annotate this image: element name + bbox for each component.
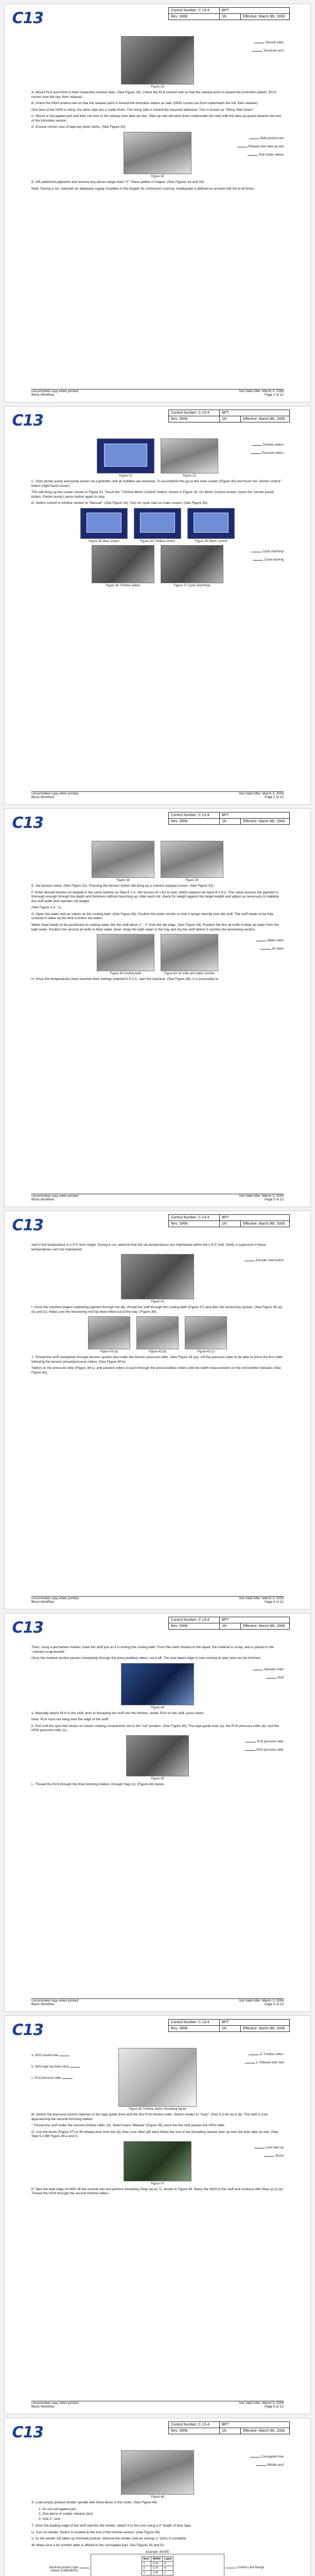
- uncontrolled-notice: Uncontrolled copy when printed: [31, 1597, 79, 1600]
- paragraph: D. Switch control to trimline section to "Manual". (See Figure 33). Turn on cycle start on main screen. (See Figure 33).: [31, 501, 208, 505]
- control-header-table: [168, 1214, 290, 1227]
- ordered-list: [39, 2507, 284, 2522]
- figure-caption: Figure 45: [151, 1777, 164, 1781]
- revision: Rev: SRW: [169, 416, 220, 422]
- figure: [136, 1316, 179, 1353]
- figure-photo: [187, 508, 235, 539]
- effective-date: Effective: March 9th, 2008: [241, 416, 290, 422]
- figure-row: [31, 438, 284, 478]
- control-number: Control Number: C-13-4: [169, 1215, 220, 1221]
- figure-callout: Liner take-up: [253, 2146, 284, 2149]
- figure-photo: [136, 1316, 179, 1349]
- uncontrolled-notice: Uncontrolled copy when printed: [31, 792, 79, 795]
- document-page: [4, 2418, 311, 2576]
- page-number: Page 6 of 12: [265, 2405, 284, 2409]
- page-footer: [31, 1596, 284, 1604]
- page-content: [31, 1643, 284, 1987]
- spec-table-cell: 0.50: [151, 2562, 162, 2566]
- control-value: BPT: [220, 2422, 290, 2428]
- figure-row: [31, 132, 284, 178]
- spec-table-cell: A: [163, 2562, 173, 2566]
- uncontrolled-notice: Uncontrolled copy when printed: [31, 2401, 79, 2405]
- revision: Rev: SRW: [169, 2428, 220, 2434]
- revision-value: 1N: [220, 1221, 241, 1227]
- revision: Rev: SRW: [169, 1221, 220, 1227]
- paragraph: start if the temperature is ± 5°C from target. During a run, observe that the set temperatures are maintained within the ± 5°C limit. Notify a supervisor if these temperatures can't be maintained.: [31, 1243, 266, 1251]
- page-number: Page 1 of 12: [265, 393, 284, 397]
- paragraph: (See Figure 3.A - 1).: [31, 906, 62, 910]
- figure-group: [31, 1254, 284, 1303]
- control-number: Control Number: C-13-4: [169, 8, 220, 14]
- figure-group: [31, 934, 284, 975]
- workflow-name: Block Workflow: [31, 393, 55, 397]
- control-number: Control Number: C-13-4: [169, 2422, 220, 2428]
- effective-date: Effective: March 9th, 2008: [241, 1623, 290, 1630]
- figure: [124, 2141, 191, 2185]
- company-logo: C13: [10, 1619, 45, 1637]
- control-value: BPT: [220, 410, 290, 416]
- paragraph: * Thread the stuff under the second trimline roller. (b). Switch back "Manual" (Figure 35) since the the stuff passes the HGN roller.: [31, 2124, 225, 2128]
- revision-value: 1N: [220, 819, 241, 825]
- paragraph: S. Load empty product winder spindle with three items in this order: (See Figure 48): [31, 2501, 157, 2504]
- figure-photo: [121, 1663, 194, 1705]
- figure: [92, 545, 154, 587]
- figure-callout: Tensioner post: [251, 49, 284, 53]
- paragraph: Once the marked section passes completely through the pressure/blue rollers, cut it off. The now taped edge is now running at spec and can be trimmed.: [31, 1656, 261, 1660]
- figure-caption: Figure 37 Cycle Start/Stop: [173, 584, 211, 587]
- revision-value: 1N: [220, 1623, 241, 1630]
- figure-group: [31, 1735, 284, 1781]
- company-logo: C13: [10, 2424, 45, 2442]
- paragraph: Note: PLN must not hang over the edge of the stuff.: [31, 1718, 109, 1722]
- figure: [161, 545, 223, 587]
- figure-caption: Figure 33 Main screen: [89, 539, 119, 543]
- document-page: [4, 808, 311, 1207]
- figure: [185, 1316, 227, 1353]
- figure-photo: [118, 2048, 197, 2107]
- figure: [134, 508, 181, 543]
- figure-callout: e. Release liner reel: [244, 2061, 284, 2064]
- figure-photo: [80, 508, 128, 539]
- figure: [121, 1663, 194, 1709]
- figure-photo: [88, 1316, 130, 1349]
- figure-callout: b. HGN tape lay down stick: [31, 2065, 81, 2069]
- figure: [126, 1735, 189, 1781]
- figure-callout: Extruder start button: [243, 1259, 284, 1262]
- spec-table-cell: 1: [142, 2562, 151, 2566]
- paragraph: A. Mount PLN and HGN in their respective unwind reels. (See Figure 29). Check the PLN unwind reel so that the release point is toward the trimmline station. (PLN comes over the top, then release).: [31, 91, 276, 99]
- figure-group: [31, 508, 284, 543]
- paragraph: a. Manually attach PLN to the stuff, prior to threading the stuff into the trimline, center PLN on the stuff, press down.: [31, 1711, 205, 1715]
- figure-row: [31, 545, 284, 587]
- figure-callout: Brush: [263, 2155, 284, 2158]
- revision-value: 1N: [220, 2026, 241, 2032]
- control-value: BPT: [220, 1617, 290, 1623]
- page-footer: [31, 389, 284, 397]
- list-item: 1. Air out corrugated part: [39, 2507, 76, 2511]
- spec-chart: [91, 2554, 224, 2576]
- figure-caption: Figure 48: [151, 2496, 164, 2499]
- effective-date: Effective: March 9th, 2008: [241, 1221, 290, 1227]
- page-content: [31, 34, 284, 377]
- page-content: [31, 2046, 284, 2389]
- revision-value: 1N: [220, 14, 241, 20]
- figure-row: [31, 2141, 284, 2185]
- figure-row: [31, 36, 284, 89]
- page-footer: [31, 1194, 284, 1201]
- company-logo: C13: [10, 2021, 45, 2039]
- figure-row: [31, 841, 284, 882]
- figure-caption: Figure 43 (b): [148, 1350, 167, 1354]
- spec-table-header: Item: [142, 2557, 151, 2562]
- control-header-table: [168, 2019, 290, 2032]
- figure-caption: Figure 47: [151, 2182, 164, 2185]
- paragraph: V. As the winder roll takes up trimmed product, observe the winder until an overlap 1" (mm) is complete.: [31, 2537, 187, 2541]
- paragraph: D. Ensure correct size of tape lay down sticks. (See Figure 30).: [31, 125, 127, 129]
- paragraph: T. Once the leading edge of the stuff reaches the winder, attach it to the core using a 3" length of blue tape.: [31, 2524, 192, 2528]
- paragraph: W. Make sure a lot number label is affixed to the corrugated part. See Figures 50 and 51.: [31, 2543, 165, 2547]
- control-header-table: [168, 812, 290, 825]
- validity-date: Not Valid After: March 3, 2008: [239, 1597, 284, 1600]
- effective-date: Effective: March 9th, 2008: [241, 14, 290, 20]
- figure: [80, 508, 128, 543]
- figure-caption: Figure 35 Motor control: [195, 539, 227, 543]
- figure-caption: Figure 38: [116, 879, 130, 882]
- figure-callout: Trimline station: [251, 444, 284, 447]
- paragraph: P. Take the lead edge of HGN off the unwind reel and perform threading (Step (a) as ?), shown in Figure 46. Marry the HGN to the stuff and continue with Step (c) to (e). Thread the HGN through the second trimline rollers.: [31, 2187, 284, 2196]
- figure: [88, 1316, 130, 1353]
- paragraph: M. Switch the pressure control switches to the tape guide drive and the first PLN trimline roller. Switch modes to "Auto". (See 5.3 4A (a) & (b). The stuff is now approaching the second trimming station.: [31, 2113, 268, 2121]
- figure-group: [31, 2141, 284, 2185]
- revision: Rev: SRW: [169, 1623, 220, 1630]
- validity-date: Not Valid After: March 3, 2008: [239, 792, 284, 795]
- paragraph: Water head needs to be positioned so cooling water hits the stuff about 1" - 2" from the die edge. (See Figure 34). Position the first air knife to blow up water from the bath water. Position the second air knife to blow water down. Keep the bath water in the tray and dry the stuff before it reaches the tensioning section.: [31, 923, 279, 931]
- uncontrolled-notice: Uncontrolled copy when printed: [31, 1999, 79, 2003]
- figure-callout: Cycle warning: [252, 558, 284, 562]
- figure-callout: Roll holder sleeve: [247, 154, 284, 157]
- figure-caption: Figure 39: [185, 879, 199, 882]
- figure-caption: Figure 43 (a): [100, 1350, 118, 1354]
- figure-callout: Tension pads: [253, 41, 284, 44]
- paragraph: One face of the HGN is shiny, the other side has a matte finish. The shiny side is toward the exposed adhesive. This is known as "Shiny Side Down".: [31, 108, 255, 112]
- figure-row: [31, 1316, 284, 1353]
- figure-caption: Figure 40 Cooling bath: [110, 972, 142, 976]
- spec-title: Example: 88/300: [146, 2551, 169, 2554]
- workflow-name: Block Workflow: [31, 2003, 55, 2006]
- spec-table-header: Label: [163, 2557, 173, 2562]
- effective-date: Effective: March 9th, 2008: [241, 2428, 290, 2434]
- page-footer: [31, 1998, 284, 2006]
- effective-date: Effective: March 9th, 2008: [241, 819, 290, 825]
- figure-photo: [161, 545, 223, 583]
- paragraph: U. Turn on winder. Switch is located at the end of the trimline section. (See Figure 49).: [31, 2530, 161, 2534]
- figure-photo: [121, 2450, 194, 2495]
- figure: [97, 438, 154, 478]
- paragraph: L. Thread the PLN through the final trimming station, through Step (c). (Figure 44) below.: [31, 1782, 165, 1786]
- control-value: BPT: [220, 812, 290, 819]
- paragraph: E. Sift palletized pigments and remove any pieces larger than "V". Place pallets in hopper. (See Figures 19 and 16).: [31, 180, 205, 184]
- figure-group: [31, 545, 284, 587]
- control-number: Control Number: C-13-4: [169, 812, 220, 819]
- figure: [124, 132, 191, 178]
- figure-caption: Figure 32: [183, 474, 196, 478]
- workflow-name: Block Workflow: [31, 795, 55, 799]
- figure-group: [31, 1663, 284, 1709]
- table-row: [142, 2566, 173, 2571]
- figure-group: [31, 2450, 284, 2499]
- paragraph: E. Set tension value. (See Figure 31). Pressing the tension button will bring up a numeric keypad screen. (See Figure 32).: [31, 884, 215, 888]
- spec-table-header: Width: [151, 2557, 162, 2562]
- figure-callout: HGN pressure roller: [244, 1749, 284, 1752]
- company-logo: C13: [10, 412, 45, 430]
- figure-group: [31, 841, 284, 882]
- figure-photo: [121, 36, 194, 84]
- page-content: [31, 1241, 284, 1584]
- figure-caption: Figure 30: [151, 175, 164, 178]
- figure: [161, 438, 218, 478]
- page-content: [31, 436, 284, 779]
- company-logo: C13: [10, 9, 45, 27]
- figure-callout: Stuff: [265, 1676, 284, 1680]
- control-value: BPT: [220, 1215, 290, 1221]
- page-number: Page 2 of 12: [265, 795, 284, 799]
- paragraph: C. Mount a corrugated part and then roll core to the release liner take-up reel. Take-up reel will wind (from underneath the reel) with the take-up guard towards the end of the trimmline section.: [31, 114, 281, 123]
- control-limit-label: Control Limit Range: [224, 2566, 264, 2569]
- spec-table-cell: C: [163, 2571, 173, 2575]
- control-header-table: [168, 2421, 290, 2434]
- figure: [187, 508, 235, 543]
- figure-callout: PLN pressure roller: [244, 1740, 284, 1743]
- uncontrolled-notice: Uncontrolled copy when printed: [31, 389, 79, 393]
- figure-row: [31, 934, 284, 975]
- effective-date: Effective: March 9th, 2008: [241, 2026, 290, 2032]
- figure: [118, 2048, 197, 2111]
- figure-callout: Pressure rollers: [250, 452, 284, 455]
- figure-photo: [92, 841, 154, 878]
- paragraph: This will bring up the screen shown in Figure 31. Touch the "Trimline Motor Control" button, shown in Figure 29. On Motor Control screen, touch the "primer pump" button, Primer pump's press button again to stop.: [31, 490, 275, 499]
- page-number: Page 3 of 12: [265, 1198, 284, 1201]
- figure: [97, 934, 154, 975]
- figure-photo: [185, 1316, 227, 1349]
- figure-callout: Bulk product reel: [248, 137, 284, 140]
- paragraph: Switch on the pressure roller (Figure 39 c), and position rollers to push through the pressure/blue rollers until the width measurement on the micrometer indicates (See Figure 40).: [31, 1366, 281, 1375]
- spec-table: [142, 2556, 174, 2575]
- figure-photo: [97, 934, 154, 971]
- figure-callout: Air valve: [259, 947, 284, 951]
- figure-photo: [124, 2141, 191, 2181]
- figure-caption: Figure 43 (c): [197, 1350, 215, 1354]
- figure-photo: [161, 934, 218, 971]
- paragraph: F. Enter desired tension on keypad in the same fashion as Step E.2 A. Set tension at 1.62 to start, which requires an input of 1.6.2. This value assures the pigment is thorough enough through the depth and thickness without bunching up. After each roll, check for weight against the target weight and adjust as necessary to stabilize the stuff width and maintain roll weight.: [31, 890, 279, 903]
- spec-table-cell: 1.00: [151, 2571, 162, 2575]
- revision: Rev: SRW: [169, 2026, 220, 2032]
- validity-date: Not Valid After: March 3, 2008: [239, 2401, 284, 2405]
- revision: Rev: SRW: [169, 14, 220, 20]
- figure-caption: Figure 41 Air knife and water nozzles: [164, 972, 215, 976]
- revision-value: 1N: [220, 416, 241, 422]
- paragraph: I. Once the machine begins outputting pigment through the die; thread the stuff through the cooling bath (Figure 37) and then the tensioning system. (See Figure 38 (a), (b) and (c). Make sure the tensioning rod has been lifted out of the way. (Figure 39).: [31, 1306, 283, 1314]
- spec-table-cell: B: [163, 2566, 173, 2571]
- uncontrolled-notice: Uncontrolled copy when printed: [31, 1194, 79, 1198]
- list-item: 2. One piece of scatter release (tan): [39, 2512, 93, 2516]
- figure: [121, 36, 194, 89]
- figure-caption: Figure 46 Trimline station threading layout: [129, 2108, 186, 2111]
- document-page: [4, 1613, 311, 2012]
- company-logo: C13: [10, 1216, 45, 1234]
- spec-table-cell: 0.75: [151, 2566, 162, 2571]
- figure-callout: c. PLN pressure roller: [31, 2077, 74, 2080]
- control-header-table: [168, 1617, 290, 1630]
- paragraph: O. Use the brush (Figure 47) to lift release liner from the (b), then (use other gift wire) follow the rest of the threading release liner up onto the liner take-up reel. (See Step 5.2 BB Figure 46 a and f).: [31, 2130, 278, 2139]
- paragraph: B. Orient the HGN unwind reel so that the release point is toward the trimmline station as well. (HGN comes out from underneath the roll, then release).: [31, 101, 258, 106]
- spec-table-cell: 3: [142, 2571, 151, 2575]
- figure-photo: [134, 508, 181, 539]
- figure-caption: Figure 29: [151, 86, 164, 89]
- revision-value: 1N: [220, 2428, 241, 2434]
- figure: [161, 841, 223, 882]
- validity-date: Not Valid After: March 3, 2008: [239, 1194, 284, 1198]
- figure: [161, 934, 218, 975]
- figure-caption: Figure 31: [119, 474, 132, 478]
- figure-caption: Figure 42: [151, 1300, 164, 1304]
- figure: [121, 1254, 194, 1303]
- page-footer: [31, 2401, 284, 2409]
- control-number: Control Number: C-13-4: [169, 410, 220, 416]
- document: [0, 4, 315, 2576]
- figure-callout: d. Trimline rollers: [248, 2053, 284, 2056]
- company-logo: C13: [10, 814, 45, 832]
- table-row: [142, 2571, 173, 2575]
- paragraph: b. Pull until the spot that shows on shown rotating components out to the "cut" position. (See Figure 40). The tape guide is/as (a), the PLN pressure roller (b), and the HGN pressure roller (c).: [31, 1724, 279, 1733]
- figure-group: [31, 1316, 284, 1353]
- control-header-table: [168, 7, 290, 20]
- control-value: BPT: [220, 8, 290, 14]
- paragraph: C. Start primer pump and pump primer via cup/bottle until air bubbles are removed. To accomplish this go to the main screen (Figure 30) and touch the "primer control" button (right hand corner).: [31, 480, 282, 488]
- figure-row: [31, 2450, 284, 2499]
- figure-caption: Figure 34 Trimline control: [140, 539, 175, 543]
- spec-figure: [49, 2551, 265, 2576]
- figure-group: [31, 36, 284, 89]
- control-value: BPT: [220, 2020, 290, 2026]
- figure-photo: [97, 438, 154, 473]
- nominal-label: Nominal product type values (calibrations): [47, 2566, 91, 2572]
- validity-date: Not Valid After: March 3, 2008: [239, 389, 284, 393]
- figure-photo: [121, 1254, 194, 1299]
- figure-callout: Corrugated core: [249, 2455, 284, 2459]
- figure-photo: [124, 132, 191, 174]
- document-page: [4, 2015, 311, 2414]
- paragraph: G. Open the water and air valves on the cooling bath. (See Figure 33). Position the water nozzle so that it sprays directly over the stuff. The stuff needs to be fully covered in water by the time it enters the water.: [31, 912, 273, 921]
- workflow-name: Block Workflow: [31, 1600, 55, 1604]
- figure: [121, 2450, 194, 2499]
- figure-group: [31, 132, 284, 178]
- figure-group: [31, 438, 284, 478]
- validity-date: Not Valid After: March 3, 2008: [239, 1999, 284, 2003]
- page-number: Page 4 of 12: [265, 1600, 284, 1604]
- page-content: [31, 839, 284, 1182]
- figure-callout: Water valve: [255, 939, 284, 942]
- figure-photo: [161, 438, 218, 473]
- control-header-table: [168, 410, 290, 422]
- document-page: [4, 406, 311, 805]
- control-number: Control Number: C-13-4: [169, 1617, 220, 1623]
- document-page: [4, 4, 311, 402]
- control-number: Control Number: C-13-4: [169, 2020, 220, 2026]
- table-row: [142, 2562, 173, 2566]
- page-number: Page 5 of 12: [265, 2003, 284, 2006]
- paragraph: J. Thread the stuff completely through tension system and under the tension pressure roller. (See Figure 39 (a)). Lift the pressure roller to be able to press the first roller following the tension preset/pressure rollers. (See Figure 39 b).: [31, 1355, 283, 1364]
- paragraph: Note: During a run, maintain an adequate supply of pellets in the hopper for continuous running. Inadequate is defined as at least half full at all times.: [31, 187, 255, 191]
- figure-row: [31, 1663, 284, 1709]
- workflow-name: Block Workflow: [31, 2405, 55, 2409]
- figure-callout: a. HGN unwind reel: [31, 2054, 71, 2057]
- figure-caption: Figure 36 Trimline station: [106, 584, 141, 587]
- page-content: [31, 2448, 284, 2576]
- figure-photo: [92, 545, 154, 583]
- figure-callout: Cycle start/stop: [250, 550, 284, 553]
- figure-group: [31, 2048, 284, 2111]
- figure-photo: [126, 1735, 189, 1776]
- figure-callout: Release liner take-up reel: [236, 145, 284, 148]
- paragraph: H. Once the temperatures have reached their settings entered in 5.2 C, start the machine. (See Figure 36); it is accessible to: [31, 977, 218, 981]
- figure-photo: [161, 841, 223, 878]
- spec-table-cell: 2: [142, 2566, 151, 2571]
- figure-callout: Winder post: [255, 2464, 284, 2467]
- workflow-name: Block Workflow: [31, 1198, 55, 1201]
- figure: [92, 841, 154, 882]
- paragraph: Then, using a permanent marker, mark the stuff just as it is exiting the cooling bath. From the mark forward to the taped, the material is scrap, and is placed in the "colored scrap bucket".: [31, 1646, 274, 1654]
- list-item: 3. One 1" core: [39, 2517, 61, 2521]
- figure-caption: Figure 44: [151, 1706, 164, 1709]
- revision: Rev: SRW: [169, 819, 220, 825]
- page-footer: [31, 791, 284, 799]
- document-page: [4, 1211, 311, 1609]
- figure-row: [31, 508, 284, 543]
- figure-callout: Indicator mark: [252, 1668, 284, 1671]
